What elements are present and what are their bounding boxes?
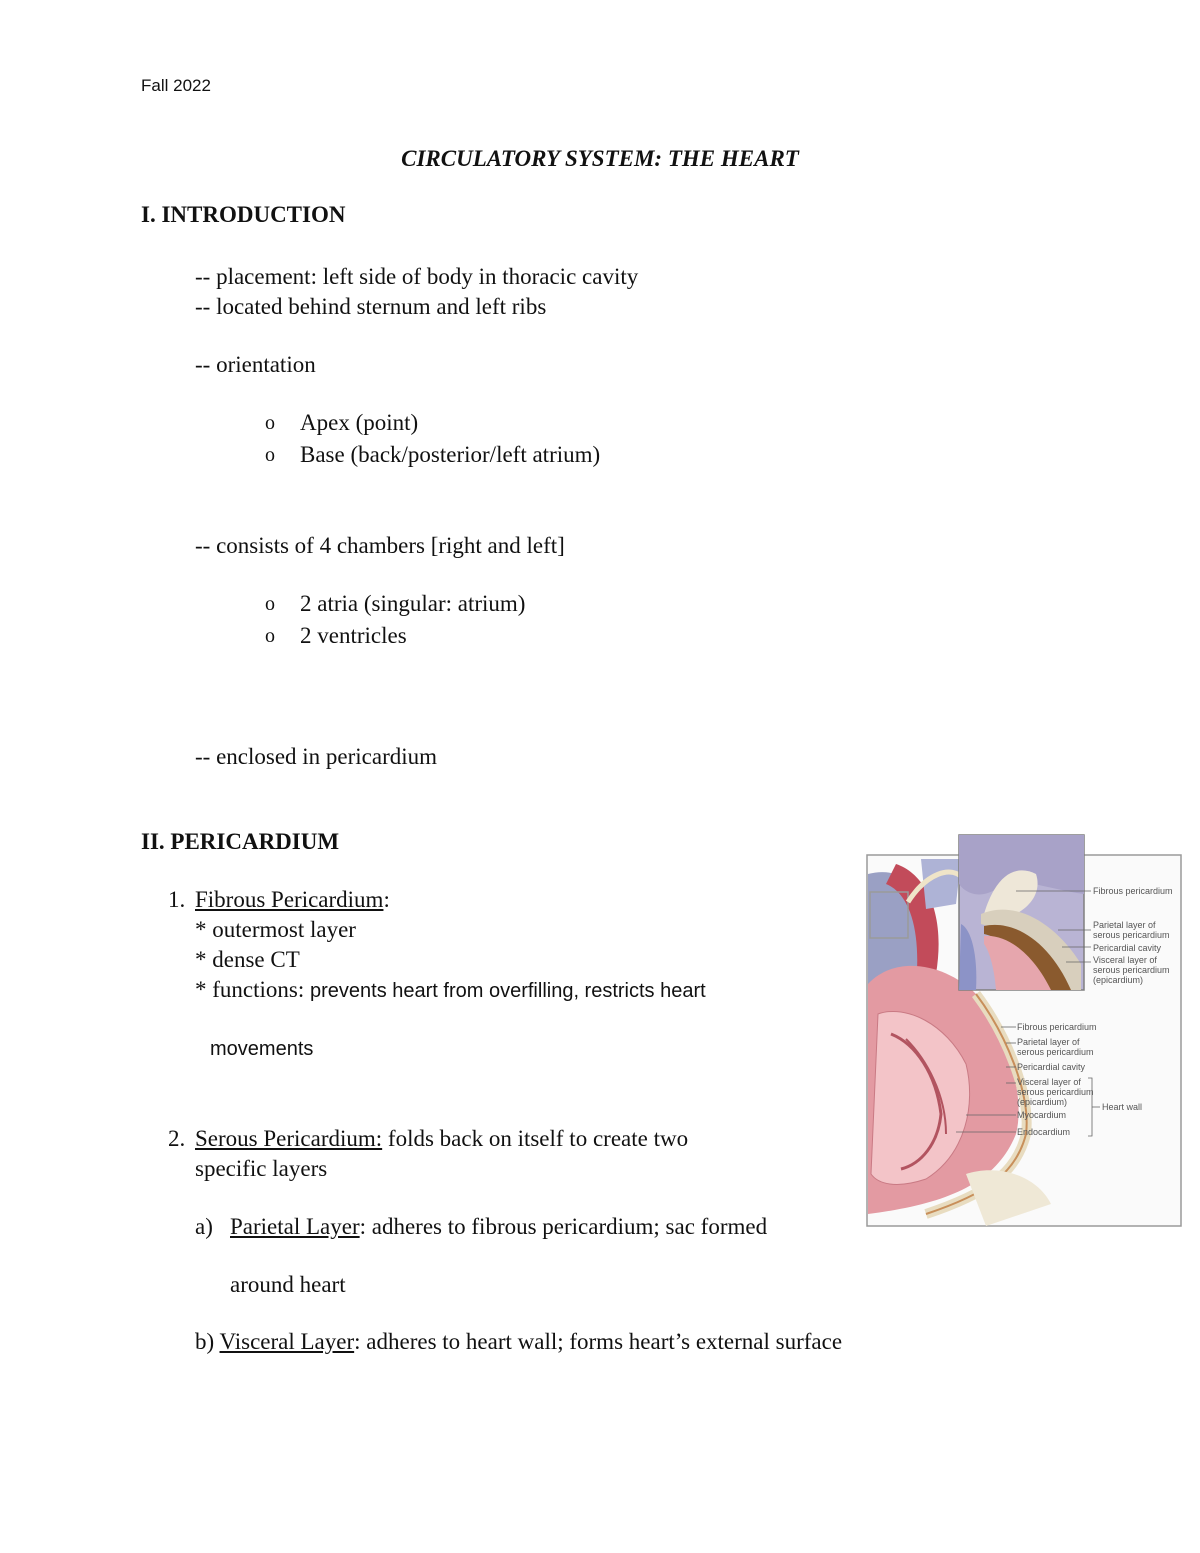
parietal-text: : adheres to fibrous pericardium; sac formed [359,1214,768,1239]
serous-heading [195,1126,688,1152]
main-label-heart-wall: Heart wall [1102,1102,1143,1112]
section-heading-introduction: I. INTRODUCTION [141,202,346,227]
main-label-fibrous: Fibrous pericardium [1017,1022,1097,1032]
bullet-marker: o [265,593,275,615]
parietal-term: Parietal Layer [230,1214,360,1239]
page-title: CIRCULATORY SYSTEM: THE HEART [401,146,799,171]
functions-continuation: movements [210,1038,314,1060]
located-line: -- located behind sternum and left ribs [195,294,547,319]
term-header: Fall 2022 [141,76,211,95]
fibrous-colon: : [383,887,390,912]
serous-text: folds back on itself to create two [382,1126,689,1151]
parietal-marker: a) [195,1214,213,1239]
chambers-line: -- consists of 4 chambers [right and left] [195,533,565,558]
bullet-marker: o [265,412,275,434]
pericardium-illustration [866,834,1182,1228]
visceral-text: : adheres to heart wall; forms heart’s external surface [354,1329,843,1354]
serous-number: 2. [168,1126,186,1151]
orientation-item-apex: Apex (point) [300,410,419,435]
inset-label-cavity: Pericardial cavity [1093,943,1162,953]
inset-label-visceral-1: Visceral layer of [1093,955,1157,965]
main-label-visceral-3: (epicardium) [1017,1097,1068,1107]
chamber-item-ventricles: 2 ventricles [300,623,407,648]
serous-text-continuation: specific layers [195,1156,328,1181]
main-label-parietal-1: Parietal layer of [1017,1037,1080,1047]
enclosed-line: -- enclosed in pericardium [195,744,438,769]
main-label-myocardium: Myocardium [1017,1110,1067,1120]
section-heading-pericardium: II. PERICARDIUM [141,829,340,854]
inset-label-parietal-1: Parietal layer of [1093,920,1156,930]
inset-label-visceral-3: (epicardium) [1093,975,1144,985]
bullet-marker: o [265,444,275,466]
visceral-term: Visceral Layer [219,1329,355,1354]
fibrous-point-dense-ct: * dense CT [195,947,300,972]
fibrous-heading [195,887,390,913]
main-label-parietal-2: serous pericardium [1017,1047,1094,1057]
fibrous-functions [195,977,706,1003]
visceral-marker: b) [195,1329,215,1354]
vessel-shape [921,859,961,909]
functions-prefix: * functions: [195,977,310,1002]
pericardium-figure [866,834,1182,1228]
fibrous-point-outermost: * outermost layer [195,917,356,942]
parietal-continuation: around heart [230,1272,346,1297]
inset-label-fibrous: Fibrous pericardium [1093,886,1173,896]
chamber-item-atria: 2 atria (singular: atrium) [300,591,526,616]
fibrous-number: 1. [168,887,186,912]
main-label-cavity: Pericardial cavity [1017,1062,1086,1072]
placement-line: -- placement: left side of body in thoracic cavity [195,264,639,289]
inset-label-visceral-2: serous pericardium [1093,965,1170,975]
fibrous-term: Fibrous Pericardium [195,887,384,912]
orientation-item-base: Base (back/posterior/left atrium) [300,442,601,467]
orientation-line: -- orientation [195,352,316,377]
inset-label-parietal-2: serous pericardium [1093,930,1170,940]
bullet-marker: o [265,625,275,647]
main-label-visceral-2: serous pericardium [1017,1087,1094,1097]
main-label-visceral-1: Visceral layer of [1017,1077,1081,1087]
parietal-line [230,1214,767,1240]
serous-term: Serous Pericardium: [195,1126,383,1151]
main-label-endocardium: Endocardium [1017,1127,1071,1137]
visceral-line [195,1329,842,1355]
functions-text: prevents heart from overfilling, restricts heart [310,980,706,1002]
